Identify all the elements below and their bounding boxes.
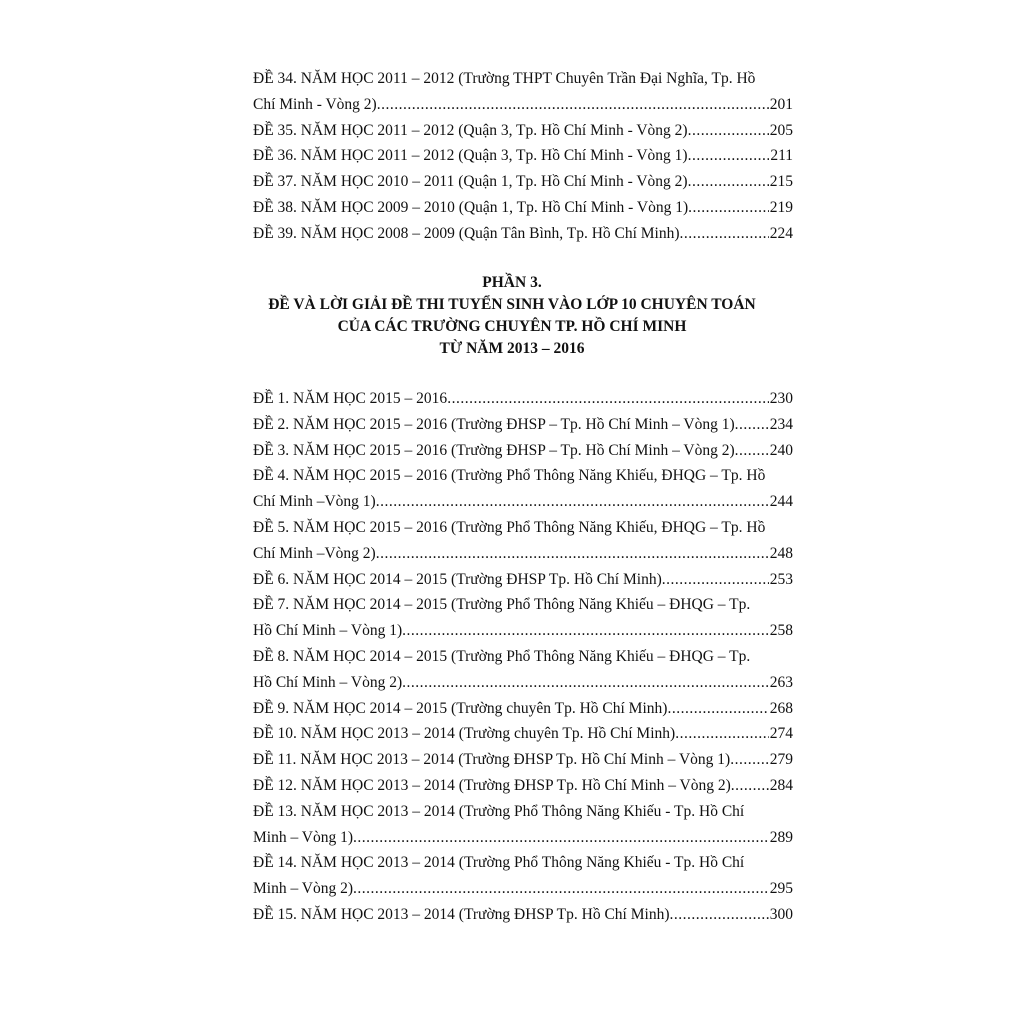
toc-entry xyxy=(253,463,793,515)
toc-entry-leader-line xyxy=(253,221,793,247)
toc-entry-page-number: 274 xyxy=(769,725,793,743)
toc-entry xyxy=(253,644,793,696)
toc-entry-title-line: ĐỀ 13. NĂM HỌC 2013 – 2014 (Trường Phổ Thông Năng Khiếu - Tp. Hồ Chí xyxy=(253,802,745,820)
toc-entry-leader-line xyxy=(253,438,793,464)
toc-entry-page-number: 263 xyxy=(769,673,793,691)
toc-entry-page-number: 295 xyxy=(769,880,793,898)
toc-entry-leader-line xyxy=(253,670,793,696)
dot-leader xyxy=(735,438,769,464)
dot-leader xyxy=(402,670,769,696)
toc-entry xyxy=(253,850,793,902)
toc-entry xyxy=(253,515,793,567)
dot-leader xyxy=(731,773,769,799)
toc-entry xyxy=(253,386,793,412)
dot-leader xyxy=(688,118,769,144)
toc-entry-title-line: ĐỀ 34. NĂM HỌC 2011 – 2012 (Trường THPT Chuyên Trần Đại Nghĩa, Tp. Hồ xyxy=(253,70,756,87)
toc-entry-title-line: ĐỀ 5. NĂM HỌC 2015 – 2016 (Trường Phổ Thông Năng Khiếu, ĐHQG – Tp. Hồ xyxy=(253,518,766,536)
toc-entry xyxy=(253,143,793,169)
toc-entry-page-number: 300 xyxy=(769,905,793,923)
dot-leader xyxy=(675,721,769,747)
toc-entry-page-number: 248 xyxy=(769,544,793,562)
toc-entry-page-number: 279 xyxy=(769,751,793,769)
dot-leader xyxy=(730,747,769,773)
toc-entry-page-number: 234 xyxy=(769,415,793,433)
toc-entry-leader-line xyxy=(253,876,793,902)
dot-leader xyxy=(688,195,769,221)
toc-entry xyxy=(253,773,793,799)
toc-entry-title: ĐỀ 1. NĂM HỌC 2015 – 2016 xyxy=(253,390,448,407)
toc-entry-title: Hồ Chí Minh – Vòng 2) xyxy=(253,673,403,691)
toc-entry-title: ĐỀ 9. NĂM HỌC 2014 – 2015 (Trường chuyên Tp. Hồ Chí Minh) xyxy=(253,699,668,717)
toc-entry-leader-line xyxy=(253,825,793,851)
dot-leader xyxy=(447,386,769,412)
toc-entry xyxy=(253,592,793,644)
dot-leader xyxy=(688,143,770,169)
toc-entry-page-number: 215 xyxy=(769,173,793,191)
toc-entry-page-number: 258 xyxy=(769,622,793,640)
toc-entry-leader-line xyxy=(253,902,793,928)
dot-leader xyxy=(353,876,769,902)
dot-leader xyxy=(680,221,769,247)
dot-leader xyxy=(376,489,769,515)
toc-entry-page-number: 219 xyxy=(769,198,793,216)
toc-entry-leader-line xyxy=(253,118,793,144)
toc-entry-page-number: 284 xyxy=(769,776,793,794)
toc-entry-title: Minh – Vòng 2) xyxy=(253,880,354,898)
toc-entry xyxy=(253,721,793,747)
toc-entry-leader-line xyxy=(253,747,793,773)
toc-entry-title: ĐỀ 37. NĂM HỌC 2010 – 2011 (Quận 1, Tp. Hồ Chí Minh - Vòng 2) xyxy=(253,173,688,191)
toc-entry-title: ĐỀ 12. NĂM HỌC 2013 – 2014 (Trường ĐHSP Tp. Hồ Chí Minh – Vòng 2) xyxy=(253,776,731,794)
toc-entry-title-line: ĐỀ 14. NĂM HỌC 2013 – 2014 (Trường Phổ Thông Năng Khiếu - Tp. Hồ Chí xyxy=(253,854,745,872)
toc-entry-title-line: ĐỀ 8. NĂM HỌC 2014 – 2015 (Trường Phổ Thông Năng Khiếu – ĐHQG – Tp. xyxy=(253,647,751,665)
toc-entry-title: ĐỀ 39. NĂM HỌC 2008 – 2009 (Quận Tân Bình, Tp. Hồ Chí Minh) xyxy=(253,224,680,242)
toc-entry xyxy=(253,696,793,722)
toc-entry-leader-line xyxy=(253,92,793,118)
toc-entry-title: ĐỀ 36. NĂM HỌC 2011 – 2012 (Quận 3, Tp. Hồ Chí Minh - Vòng 1) xyxy=(253,147,688,165)
dot-leader xyxy=(688,169,769,195)
toc-entry-page-number: 211 xyxy=(770,147,793,165)
toc-entry-title-line: ĐỀ 7. NĂM HỌC 2014 – 2015 (Trường Phổ Thông Năng Khiếu – ĐHQG – Tp. xyxy=(253,596,751,614)
toc-entry-page-number: 240 xyxy=(769,441,793,459)
toc-entry-leader-line xyxy=(253,412,793,438)
toc-entry-leader-line xyxy=(253,195,793,221)
toc-entry-page-number: 224 xyxy=(769,224,793,242)
toc-list-part-3 xyxy=(253,386,793,928)
toc-entry-page-number: 253 xyxy=(769,570,793,588)
toc-entry-page-number: 268 xyxy=(769,699,793,717)
toc-entry xyxy=(253,902,793,928)
section-title-line-1: ĐỀ VÀ LỜI GIẢI ĐỀ THI TUYỂN SINH VÀO LỚP 10 CHUYÊN TOÁN xyxy=(268,296,756,313)
toc-entry-leader-line xyxy=(253,721,793,747)
toc-entry-page-number: 230 xyxy=(769,390,793,407)
toc-entry-title: ĐỀ 35. NĂM HỌC 2011 – 2012 (Quận 3, Tp. Hồ Chí Minh - Vòng 2) xyxy=(253,121,688,139)
toc-entry-page-number: 201 xyxy=(769,95,793,113)
toc-entry-title: Chí Minh –Vòng 2) xyxy=(253,544,376,562)
toc-entry-leader-line xyxy=(253,386,793,412)
dot-leader xyxy=(667,696,768,722)
dot-leader xyxy=(735,412,769,438)
toc-entry-leader-line xyxy=(253,169,793,195)
toc-entry xyxy=(253,195,793,221)
toc-entry-leader-line xyxy=(253,696,793,722)
toc-entry-title: Hồ Chí Minh – Vòng 1) xyxy=(253,622,403,640)
toc-entry-leader-line xyxy=(253,489,793,515)
toc-entry xyxy=(253,169,793,195)
section-title-line-3: TỪ NĂM 2013 – 2016 xyxy=(439,340,585,357)
dot-leader xyxy=(662,567,769,593)
section-heading xyxy=(200,272,824,360)
toc-entry-page-number: 244 xyxy=(769,493,793,511)
toc-entry-title: Minh – Vòng 1) xyxy=(253,828,354,846)
toc-entry-leader-line xyxy=(253,143,793,169)
toc-entry xyxy=(253,118,793,144)
toc-entry-title: ĐỀ 2. NĂM HỌC 2015 – 2016 (Trường ĐHSP – Tp. Hồ Chí Minh – Vòng 1) xyxy=(253,415,735,433)
toc-entry xyxy=(253,438,793,464)
toc-entry xyxy=(253,221,793,247)
toc-entry xyxy=(253,412,793,438)
dot-leader xyxy=(402,618,769,644)
section-part-label: PHẦN 3. xyxy=(482,274,542,291)
toc-entry-leader-line xyxy=(253,773,793,799)
toc-entry xyxy=(253,747,793,773)
toc-entry-title: ĐỀ 11. NĂM HỌC 2013 – 2014 (Trường ĐHSP Tp. Hồ Chí Minh – Vòng 1) xyxy=(253,751,731,769)
toc-entry-leader-line xyxy=(253,567,793,593)
dot-leader xyxy=(377,92,769,118)
toc-entry-title: ĐỀ 38. NĂM HỌC 2009 – 2010 (Quận 1, Tp. Hồ Chí Minh - Vòng 1) xyxy=(253,198,689,216)
toc-entry-title: ĐỀ 6. NĂM HỌC 2014 – 2015 (Trường ĐHSP Tp. Hồ Chí Minh) xyxy=(253,570,662,588)
toc-entry-leader-line xyxy=(253,618,793,644)
toc-entry-title: Chí Minh - Vòng 2) xyxy=(253,95,377,113)
toc-entry-page-number: 205 xyxy=(769,121,793,139)
dot-leader xyxy=(353,825,769,851)
toc-entry-title: ĐỀ 15. NĂM HỌC 2013 – 2014 (Trường ĐHSP Tp. Hồ Chí Minh) xyxy=(253,905,670,923)
toc-entry-page-number: 289 xyxy=(769,828,793,846)
toc-entry xyxy=(253,799,793,851)
toc-entry-title-line: ĐỀ 4. NĂM HỌC 2015 – 2016 (Trường Phổ Thông Năng Khiếu, ĐHQG – Tp. Hồ xyxy=(253,467,766,485)
toc-entry-leader-line xyxy=(253,541,793,567)
toc-list-part-2 xyxy=(253,66,793,247)
dot-leader xyxy=(376,541,769,567)
toc-entry-title: ĐỀ 3. NĂM HỌC 2015 – 2016 (Trường ĐHSP – Tp. Hồ Chí Minh – Vòng 2) xyxy=(253,441,735,459)
toc-entry xyxy=(253,66,793,118)
dot-leader xyxy=(669,902,768,928)
toc-entry-title: ĐỀ 10. NĂM HỌC 2013 – 2014 (Trường chuyên Tp. Hồ Chí Minh) xyxy=(253,725,676,743)
toc-entry xyxy=(253,567,793,593)
toc-entry-title: Chí Minh –Vòng 1) xyxy=(253,493,376,511)
section-title-line-2: CỦA CÁC TRƯỜNG CHUYÊN TP. HỒ CHÍ MINH xyxy=(337,318,687,335)
